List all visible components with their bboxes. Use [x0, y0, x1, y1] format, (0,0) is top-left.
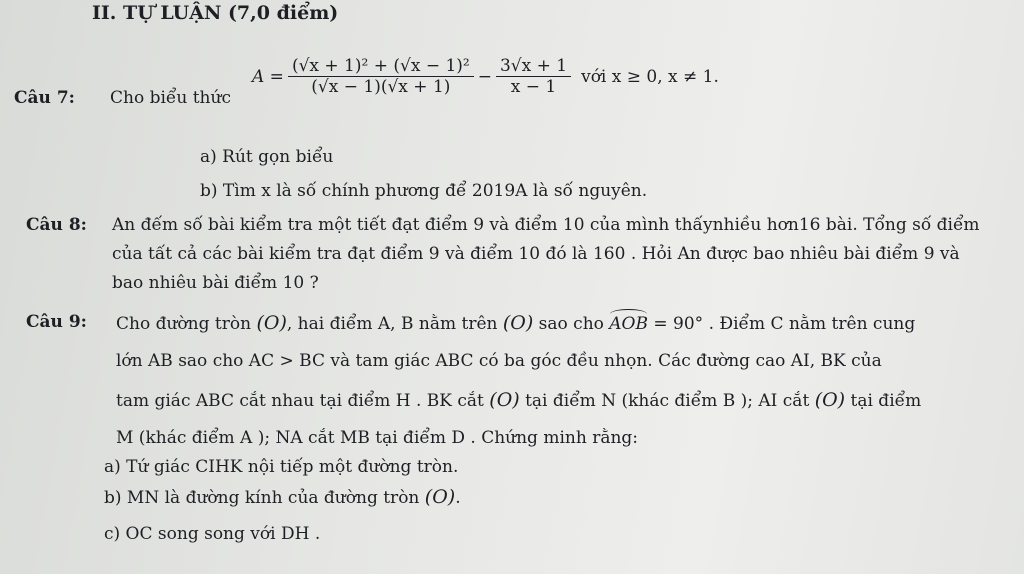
- q9-part-b-text: b) MN là đường kính của đường tròn: [104, 488, 420, 508]
- circle-o-symbol: (O): [489, 389, 520, 411]
- q9-label: Câu 9:: [26, 312, 87, 332]
- q9-line-1-text-d: = 90° . Điểm C nằm trên cung: [653, 314, 916, 334]
- q8-line-3: bao nhiêu bài điểm 10 ?: [112, 273, 319, 293]
- circle-o-symbol: (O): [424, 486, 456, 508]
- q9-part-b: [104, 486, 461, 508]
- q7-fraction-1-numerator: (√x + 1)² + (√x − 1)²: [288, 56, 474, 77]
- q9-line-3-text-a: tam giác ABC cắt nhau tại điểm H . BK cắt: [116, 391, 484, 411]
- q7-fraction-2: [496, 56, 571, 97]
- q7-label: Câu 7:: [14, 88, 75, 108]
- q9-line-1-text-c: sao cho: [538, 314, 604, 334]
- q9-line-4: M (khác điểm A ); NA cắt MB tại điểm D . Chứng minh rằng:: [116, 428, 639, 448]
- q7-fraction-2-numerator: 3√x + 1: [496, 56, 571, 77]
- q7-minus-sign: −: [477, 66, 492, 87]
- q7-part-a: a) Rút gọn biểu: [200, 147, 334, 167]
- q8-line-2: của tất cả các bài kiểm tra đạt điểm 9 và điểm 10 đó là 160 . Hỏi An được bao nhiêu bài điểm 9 và: [112, 244, 960, 264]
- q9-line-1-text-b: , hai điểm A, B nằm trên: [286, 314, 498, 334]
- arc-aob: AOB: [609, 314, 648, 334]
- section-title: II. TỰ LUẬN (7,0 điểm): [92, 2, 339, 24]
- q9-line-1-text-a: Cho đường tròn: [116, 314, 252, 334]
- q7-formula: [252, 56, 719, 97]
- q9-line-1: [116, 312, 915, 334]
- q9-line-3: [116, 389, 921, 411]
- q7-intro: Cho biểu thức: [110, 88, 231, 108]
- q9-line-3-text-c: tại điểm: [850, 391, 922, 411]
- q9-part-a: a) Tứ giác CIHK nội tiếp một đường tròn.: [104, 457, 459, 477]
- q8-line-1: An đếm số bài kiểm tra một tiết đạt điểm 9 và điểm 10 của mình thấynhiều hơn16 bài. Tổng số điểm: [112, 215, 980, 235]
- circle-o-symbol: (O): [256, 312, 287, 334]
- q7-fraction-2-denominator: x − 1: [510, 77, 557, 97]
- circle-o-symbol: (O): [502, 312, 534, 334]
- q7-condition: với x ≥ 0, x ≠ 1.: [581, 66, 719, 87]
- q7-expr-a: A =: [252, 66, 284, 87]
- q9-line-2: lớn AB sao cho AC > BC và tam giác ABC có ba góc đều nhọn. Các đường cao AI, BK của: [116, 351, 882, 371]
- q8-label: Câu 8:: [26, 215, 87, 235]
- q9-line-3-text-b: tại điểm N (khác điểm B ); AI cắt: [525, 391, 810, 411]
- q9-part-b-end: .: [455, 488, 461, 508]
- q9-part-c: c) OC song song với DH .: [104, 524, 321, 544]
- q7-fraction-1: [288, 56, 474, 97]
- q7-part-b: b) Tìm x là số chính phương để 2019A là số nguyên.: [200, 181, 648, 201]
- circle-o-symbol: (O): [814, 389, 846, 411]
- q7-fraction-1-denominator: (√x − 1)(√x + 1): [311, 77, 451, 97]
